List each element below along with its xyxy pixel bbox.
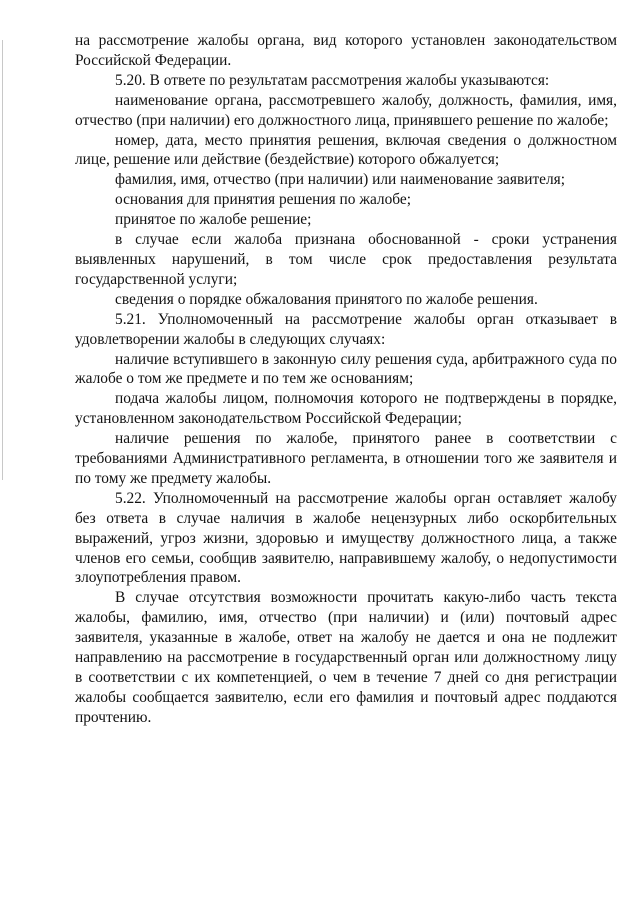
paragraph-5-21-heading: 5.21. Уполномоченный на рассмотрение жалобы орган отказывает в удовлетворении жалобы в следующих случаях: (75, 310, 617, 348)
list-item-authority-name: наименование органа, рассмотревшего жалобу, должность, фамилия, имя, отчество (при наличии) его должностного лица, принявшего решение по жалобе; (75, 91, 617, 129)
paragraph-continuation: на рассмотрение жалобы органа, вид которого установлен законодательством Российской Федерации. (75, 32, 617, 69)
list-item-appeal-procedure: сведения о порядке обжалования принятого по жалобе решения. (115, 290, 538, 308)
list-item-decision-grounds: основания для принятия решения по жалобе; (115, 191, 412, 209)
list-item-decision: принятое по жалобе решение; (115, 211, 312, 229)
scan-edge-line (2, 40, 3, 480)
paragraph-5-20-heading: 5.20. В ответе по результатам рассмотрения жалобы указываются: (115, 71, 550, 89)
list-item-court-decision: наличие вступившего в законную силу решения суда, арбитражного суда по жалобе о том же предмете и по тем же основаниям; (75, 350, 617, 388)
list-item-violation-deadlines: в случае если жалоба признана обоснованной - сроки устранения выявленных нарушений, в том числе срок предоставления результата государственной услуги; (75, 231, 617, 288)
paragraph-5-22: 5.22. Уполномоченный на рассмотрение жалобы орган оставляет жалобу без ответа в случае наличия в жалобе нецензурных либо оскорбительных выражений, угроз жизни, здоровью и имуществу должностного лица, а также членов его семьи, сообщив заявителю, направившему жалобу, о недопустимости злоупотребления правом. (75, 489, 617, 587)
list-item-unconfirmed-authority: подача жалобы лицом, полномочия которого не подтверждены в порядке, установленном законодательством Российской Федерации; (75, 390, 617, 428)
paragraph-unreadable-complaint: В случае отсутствия возможности прочитать какую-либо часть текста жалобы, фамилию, имя, отчество (при наличии) и (или) почтовый адрес заявителя, указанные в жалобе, ответ на жалобу не дается и она не подлежит направлению на рассмотрение в государственный орган или должностному лицу в соответствии с их компетенцией, о чем в течение 7 дней со дня регистрации жалобы сообщается заявителю, если его фамилия и почтовый адрес поддаются прочтению. (75, 589, 617, 726)
document-body (75, 31, 617, 728)
list-item-decision-details: номер, дата, место принятия решения, включая сведения о должностном лице, решение или действие (бездействие) которого обжалуется; (75, 131, 617, 169)
list-item-applicant-name: фамилия, имя, отчество (при наличии) или наименование заявителя; (115, 171, 566, 189)
list-item-prior-decision: наличие решения по жалобе, принятого ранее в соответствии с требованиями Административного регламента, в отношении того же заявителя и по тому же предмету жалобы. (75, 430, 617, 487)
